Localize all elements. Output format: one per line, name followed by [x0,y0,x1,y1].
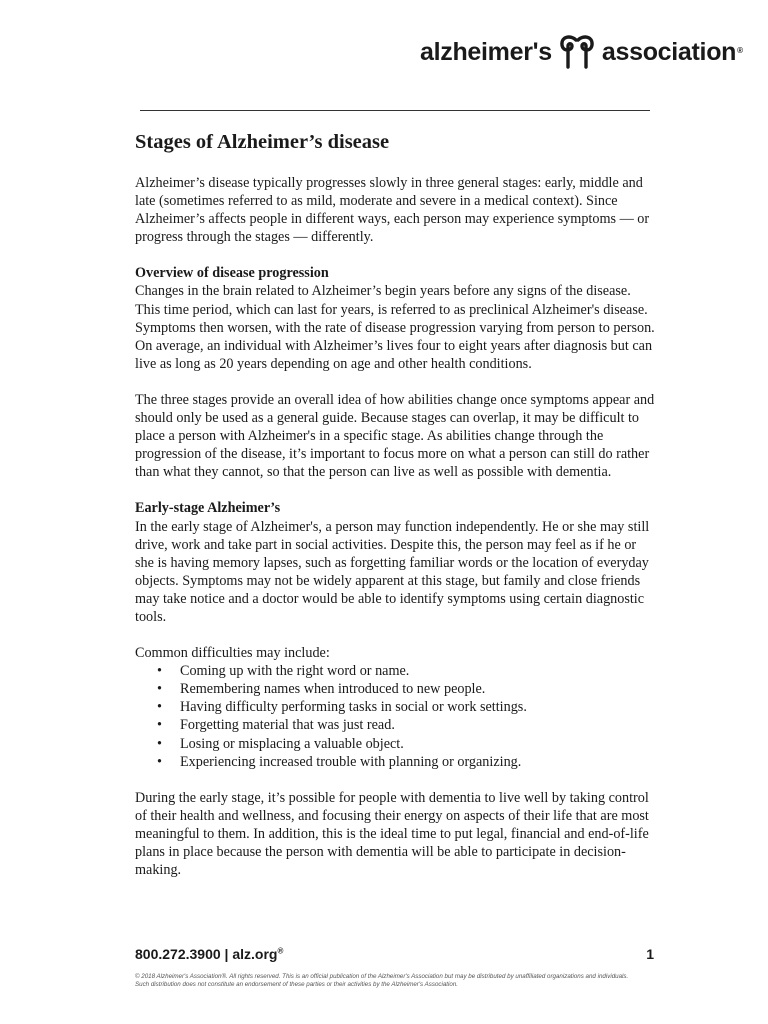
early-stage-section [135,499,655,626]
logo-text-association: association [601,37,737,66]
page-title: Stages of Alzheimer’s disease [135,131,390,153]
list-item: • Losing or misplacing a valuable object. [135,735,655,753]
list-item: • Remembering names when introduced to new people. [135,680,655,698]
footer-phone[interactable]: 800.272.3900 [135,946,221,962]
list-item: • Having difficulty performing tasks in social or work settings. [135,698,655,716]
page-number: 1 [646,946,654,962]
document-body [135,127,655,897]
footer-website-link[interactable]: alz.org [232,946,278,962]
intro-paragraph: Alzheimer’s disease typically progresses slowly in three general stages: early, middle and late (sometimes referred to as mild, moderate and severe in a medical context). Since Alzheimer’s affects people in different ways, each person may experience symptoms — or progress through the stages — differently. [135,175,650,246]
legal-line-2: Such distribution does not constitute an endorsement of these parties or their activities by the Alzheimer's Association. [135,981,458,989]
logo-text-alzheimers: alzheimer's [420,37,552,66]
footer-legal [135,973,655,989]
logo-registered-mark: ® [737,46,743,55]
overview-paragraph-1: Changes in the brain related to Alzheimer’s begin years before any signs of the disease. This time period, which can last for years, is referred to as preclinical Alzheimer's disease. Symptoms then worsen, with the rate of disease progression varying from person to person. On average, an individual with Alzheimer’s lives four to eight years after diagnosis but can live as long as 20 years depending on age and other health conditions. [135,283,655,372]
footer-website-registered: ® [277,946,284,956]
overview-heading: Overview of disease progression [135,265,329,282]
difficulties-list [135,662,655,771]
brain-symbol-icon [557,34,597,70]
footer-separator: | [220,946,233,962]
alzheimers-association-logo [420,34,750,70]
overview-paragraph-2: The three stages provide an overall idea of how abilities change once symptoms appear and should only be used as a general guide. Because stages can overlap, it may be difficult to place a person with Alzheimer's in a specific stage. As abilities change through the progression of the disease, it’s important to focus more on what a person can still do rather than what they cannot, so that the person can live as well as possible with dementia. [135,391,655,481]
early-stage-paragraph-1: In the early stage of Alzheimer's, a person may function independently. He or she may still drive, work and take part in social activities. Despite this, the person may feel as if he or she is having memory lapses, such as forgetting familiar words or the location of everyday objects. Symptoms may not be widely apparent at this stage, but family and close friends may take notice and a doctor would be able to identify symptoms using certain diagnostic tools. [135,518,650,625]
list-item: • Forgetting material that was just read. [135,716,655,734]
header-divider [140,110,650,111]
legal-line-1: © 2018 Alzheimer's Association®. All rights reserved. This is an official publication of the Alzheimer's Association but may be distributed by unaffiliated organizations and individuals. [135,973,629,980]
difficulties-intro: Common difficulties may include: [135,645,330,662]
footer-contact [135,946,283,962]
overview-section [135,264,655,373]
list-item: • Coming up with the right word or name. [135,662,655,680]
early-stage-paragraph-2: During the early stage, it’s possible for people with dementia to live well by taking control of their health and wellness, and focusing their energy on aspects of their life that are most meaningful to them. In addition, this is the ideal time to put legal, financial and end-of-life plans in place because the person with dementia will be able to participate in decision-making. [135,789,649,879]
list-item: • Experiencing increased trouble with planning or organizing. [135,753,655,771]
early-stage-heading: Early-stage Alzheimer’s [135,500,281,517]
